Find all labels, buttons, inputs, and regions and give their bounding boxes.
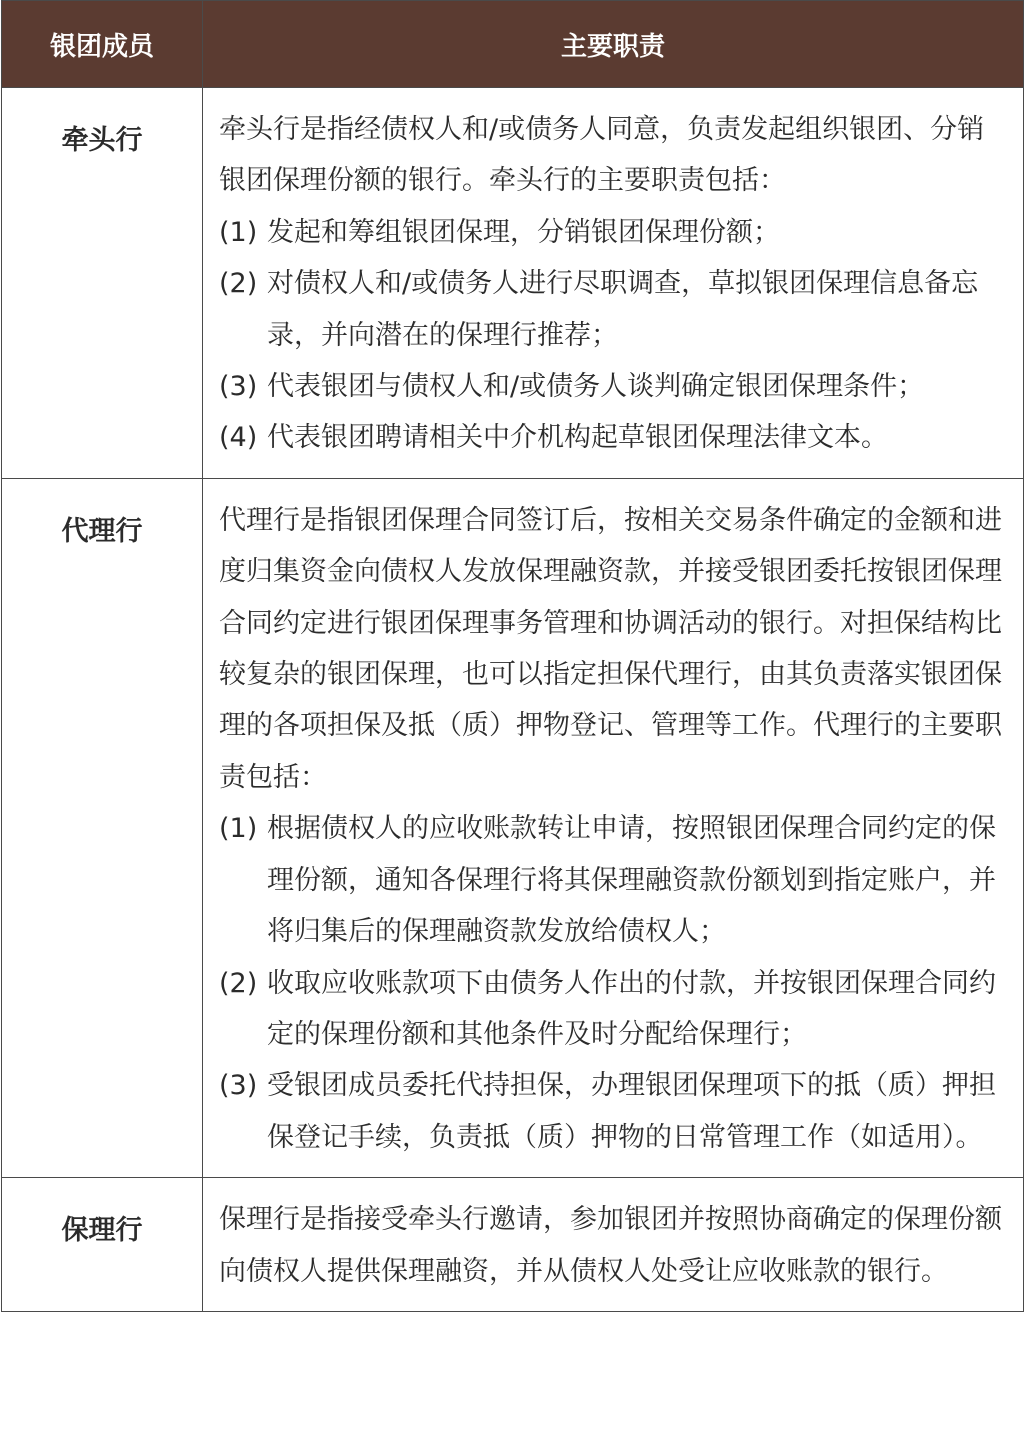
duty-item-number: (4) (219, 422, 258, 454)
duty-item (219, 1060, 1011, 1163)
duty-item (219, 412, 1011, 463)
duty-cell (203, 88, 1024, 479)
duty-intro: 牵头行是指经债权人和/或债务人同意，负责发起组织银团、分销银团保理份额的银行。牵头行的主要职责包括： (219, 114, 985, 197)
duty-item-text: 代表银团聘请相关中介机构起草银团保理法律文本。 (267, 422, 888, 454)
member-cell: 代理行 (2, 478, 203, 1177)
duty-item-text: 对债权人和/或债务人进行尽职调查，草拟银团保理信息备忘录，并向潜在的保理行推荐； (267, 268, 979, 351)
duty-item-number: (2) (219, 967, 258, 999)
duty-item-number: (3) (219, 371, 258, 403)
header-member: 银团成员 (2, 1, 203, 88)
duty-intro: 保理行是指接受牵头行邀请，参加银团并按照协商确定的保理份额向债权人提供保理融资，并从债权人处受让应收账款的银行。 (219, 1204, 1002, 1287)
duty-item (219, 207, 1011, 258)
table-row-lead-bank (2, 88, 1024, 479)
duty-item-number: (1) (219, 216, 258, 248)
duty-item-text: 收取应收账款项下由债务人作出的付款，并按银团保理合同约定的保理份额和其他条件及时分配给保理行； (267, 967, 996, 1050)
duty-item-text: 根据债权人的应收账款转让申请，按照银团保理合同约定的保理份额，通知各保理行将其保理融资款份额划到指定账户，并将归集后的保理融资款发放给债权人； (267, 813, 996, 948)
duty-item (219, 803, 1011, 957)
duty-intro: 代理行是指银团保理合同签订后，按相关交易条件确定的金额和进度归集资金向债权人发放保理融资款，并接受银团委托按银团保理合同约定进行银团保理事务管理和协调活动的银行。对担保结构比较复杂的银团保理，也可以指定担保代理行，由其负责落实银团保理的各项担保及抵（质）押物登记、管理等工作。代理行的主要职责包括： (219, 504, 1002, 793)
duty-cell (203, 1178, 1024, 1312)
header-row (2, 1, 1024, 88)
duty-item-number: (3) (219, 1070, 258, 1102)
syndicate-roles-table (1, 0, 1024, 1312)
duty-item (219, 361, 1011, 412)
duty-item-text: 发起和筹组银团保理，分销银团保理份额； (267, 216, 780, 248)
header-duties: 主要职责 (203, 1, 1024, 88)
duty-item (219, 958, 1011, 1061)
table-header (2, 1, 1024, 88)
member-cell: 保理行 (2, 1178, 203, 1312)
table-row-participating-bank (2, 1178, 1024, 1312)
duty-cell (203, 478, 1024, 1177)
duty-item-number: (2) (219, 268, 258, 300)
table-row-agent-bank (2, 478, 1024, 1177)
duty-item-text: 受银团成员委托代持担保，办理银团保理项下的抵（质）押担保登记手续，负责抵（质）押物的日常管理工作（如适用）。 (267, 1070, 996, 1153)
duty-item (219, 258, 1011, 361)
duty-item-number: (1) (219, 813, 258, 845)
table-body (2, 88, 1024, 1312)
member-cell: 牵头行 (2, 88, 203, 479)
duty-item-text: 代表银团与债权人和/或债务人谈判确定银团保理条件； (267, 371, 925, 403)
